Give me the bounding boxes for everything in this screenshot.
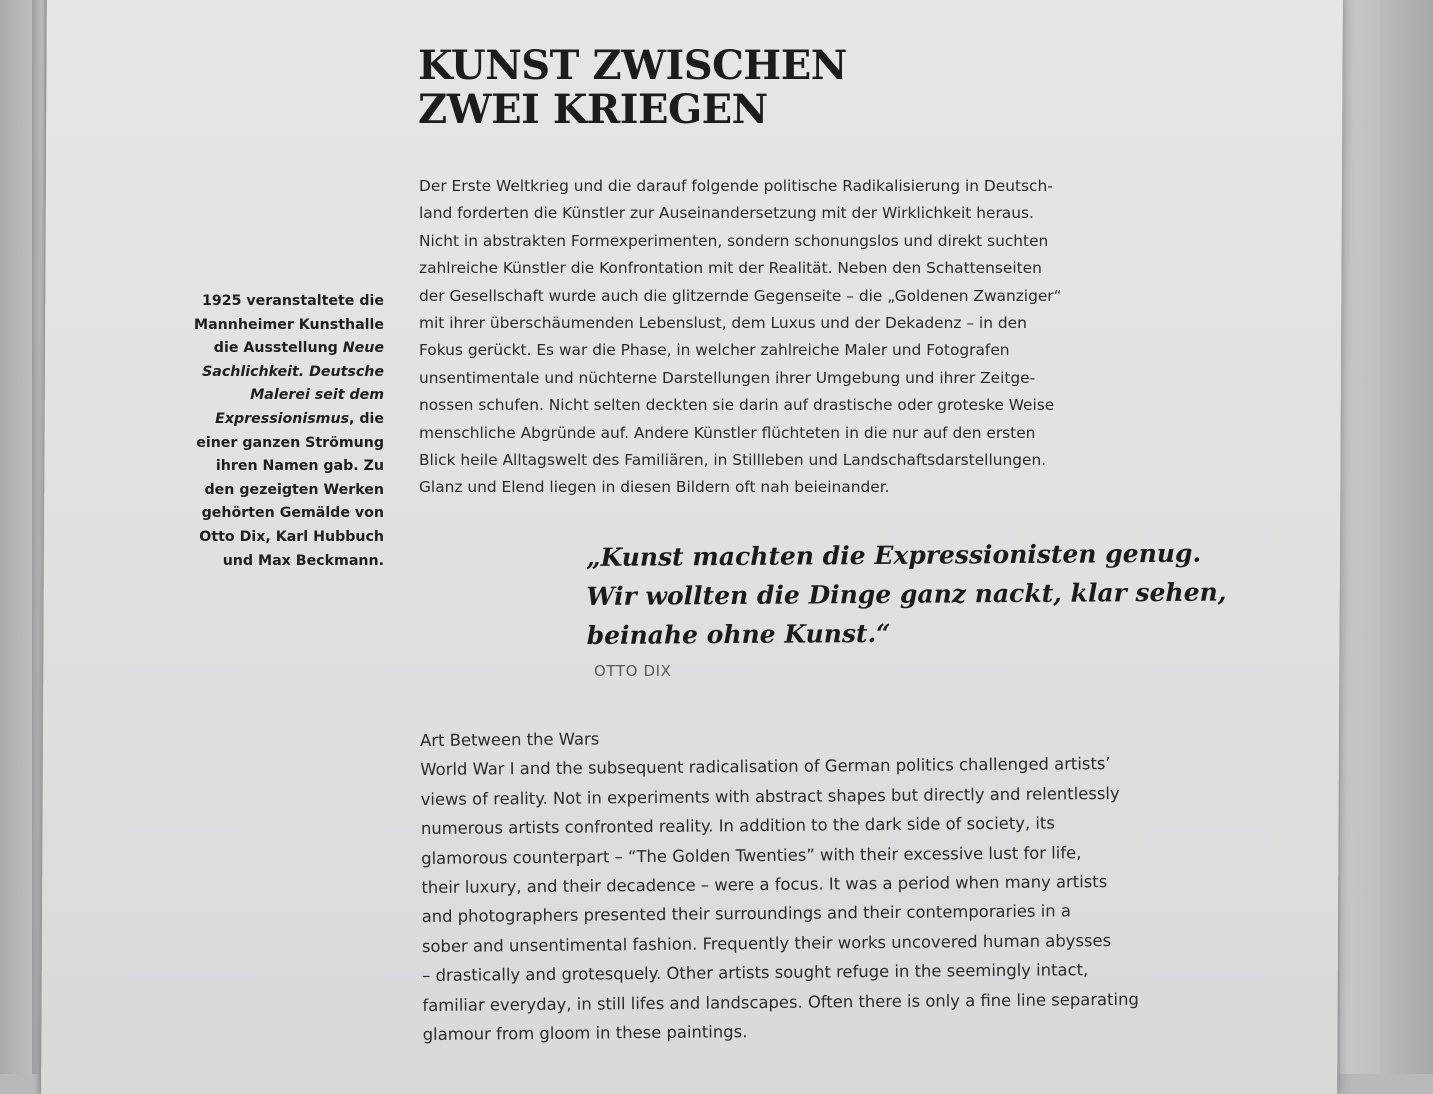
german-text-line: nossen schufen. Nicht selten deckten sie darin auf drastische oder groteske Weise: [419, 396, 1055, 415]
sidenote-line: den gezeigten Werken: [204, 481, 384, 498]
english-text-line: sober and unsentimental fashion. Frequently their works uncovered human abysses: [421, 930, 1112, 956]
english-text-line: – drastically and grotesquely. Other artists sought refuge in the seemingly intact,: [422, 960, 1089, 986]
sidenote-line: einer ganzen Strömung: [196, 434, 384, 451]
german-text-line: Nicht in abstrakten Formexperimenten, sondern schonungslos und direkt suchten: [419, 231, 1049, 250]
sidenote-italic: Expressionismus: [215, 410, 350, 427]
sidenote-line: und Max Beckmann.: [222, 552, 384, 569]
german-body-text: [419, 173, 1139, 502]
german-text-line: mit ihrer überschäumenden Lebenslust, dem Luxus und der Dekadenz – in den: [419, 314, 1027, 333]
english-text-line: glamour from gloom in these paintings.: [422, 1022, 748, 1045]
german-text-line: menschliche Abgründe auf. Andere Künstler flüchteten in die nur auf den ersten: [419, 423, 1036, 442]
sidenote-italic: Neue: [342, 340, 384, 357]
quote: [586, 534, 1227, 655]
sidenote-line: 1925 veranstaltete die: [201, 293, 384, 309]
english-text-line: and photographers presented their surroundings and their contemporaries in a: [421, 901, 1071, 927]
german-text-line: der Gesellschaft wurde auch die glitzernde Gegenseite – die „Goldenen Zwanziger“: [419, 286, 1062, 305]
german-text-line: Blick heile Alltagswelt des Familiären, in Stillleben und Landschaftsdarstellungen.: [419, 451, 1047, 470]
quote-author: OTTO DIX: [594, 662, 672, 680]
german-text-line: unsentimentale und nüchterne Darstellungen ihrer Umgebung und ihrer Zeitge-: [419, 368, 1036, 387]
quote-line: Wir wollten die Dinge ganz nackt, klar sehen,: [586, 577, 1227, 611]
german-text-line: Fokus gerückt. Es war die Phase, in welcher zahlreiche Maler und Fotografen: [419, 341, 1010, 360]
sidenote-line: ihren Namen gab. Zu: [215, 458, 384, 475]
quote-line: beinahe ohne Kunst.“: [586, 618, 891, 650]
sidenote-line: Mannheimer Kunsthalle: [193, 316, 384, 333]
sidenote-line: Otto Dix, Karl Hubbuch: [199, 528, 384, 545]
wall-right: [1340, 0, 1380, 1074]
sidenote-line: [172, 384, 384, 408]
german-text-line: zahlreiche Künstler die Konfrontation mit der Realität. Neben den Schattenseiten: [419, 259, 1042, 278]
german-text-line: Der Erste Weltkrieg und die darauf folgende politische Radikalisierung in Deutsch-: [419, 177, 1053, 195]
title-line-1: KUNST ZWISCHEN: [418, 42, 847, 89]
sidenote-line: [172, 361, 384, 385]
english-text-line: familiar everyday, in still lifes and landscapes. Often there is only a fine line separating: [422, 989, 1139, 1015]
english-text-line: numerous artists confronted reality. In addition to the dark side of society, its: [420, 813, 1055, 839]
german-text-line: land forderten die Künstler zur Auseinandersetzung mit der Wirklichkeit heraus.: [419, 204, 1034, 223]
sidenote-italic: Malerei seit dem: [250, 387, 384, 404]
quote-line: „Kunst machten die Expressionisten genug.: [586, 538, 1202, 572]
english-body-text: [420, 719, 1183, 1049]
english-heading: Art Between the Wars: [420, 729, 600, 750]
sidenote-line: gehörten Gemälde von: [201, 505, 384, 522]
english-text-line: views of reality. Not in experiments with abstract shapes but directly and relentlessly: [420, 783, 1120, 809]
english-text-line: World War I and the subsequent radicalisation of German politics challenged artists’: [420, 754, 1111, 780]
sidenote-text: die Ausstellung: [213, 340, 343, 357]
english-text-line: their luxury, and their decadence – were a focus. It was a period when many artists: [421, 872, 1108, 898]
sidenote-line: [172, 408, 384, 432]
sidenote-text: , die: [349, 410, 384, 427]
sidenote: [172, 290, 384, 573]
panel-title: [418, 44, 847, 132]
english-text-line: glamorous counterpart – “The Golden Twenties” with their excessive lust for life,: [421, 842, 1082, 868]
sidenote-italic: Sachlichkeit. Deutsche: [202, 363, 384, 380]
title-line-2: ZWEI KRIEGEN: [418, 86, 768, 133]
sidenote-line: [172, 337, 384, 361]
german-text-line: Glanz und Elend liegen in diesen Bildern oft nah beieinander.: [419, 478, 890, 497]
